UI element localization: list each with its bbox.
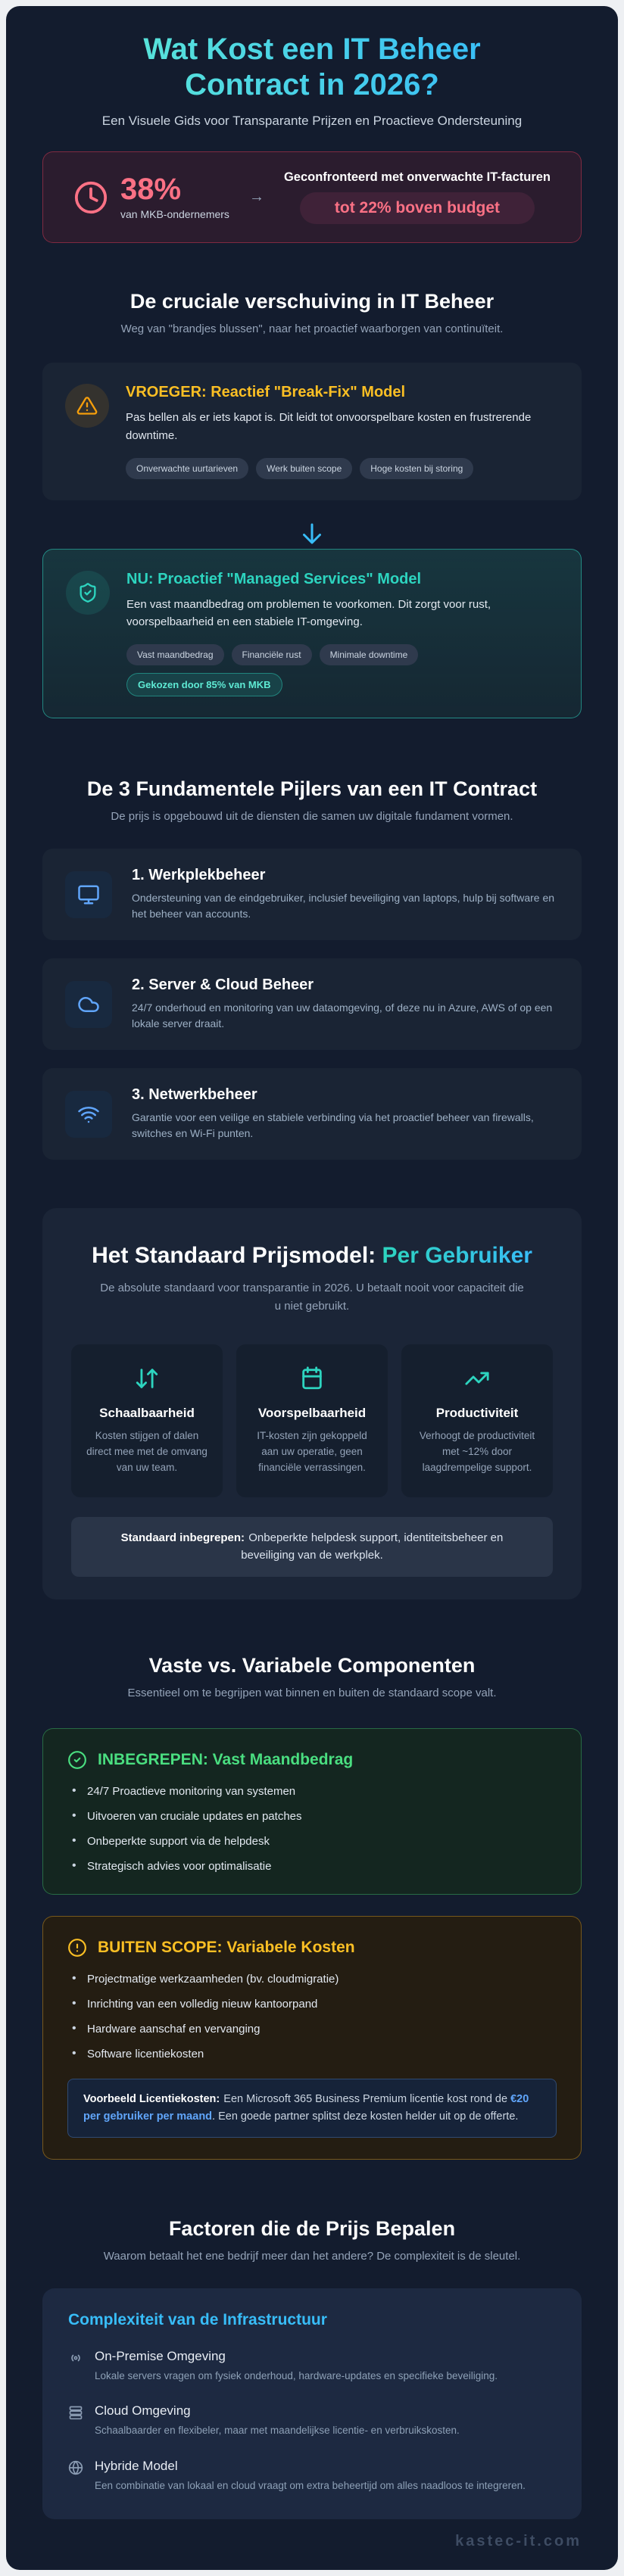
breakfix-description: Pas bellen als er iets kapot is. Dit leidt tot onvoorspelbare kosten en frustrerende downtime. (126, 411, 532, 442)
factor-description: Lokale servers vragen om fysiek onderhoud, hardware-updates en specifieke beveiliging. (95, 2370, 498, 2382)
scope-section-title: Vaste vs. Variabele Componenten (148, 1653, 476, 1677)
factor-item-cloud (68, 2403, 556, 2438)
tag: Hoge kosten bij storing (360, 458, 473, 479)
factor-item-on-premise (68, 2349, 556, 2384)
pricing-model-card (42, 1208, 582, 1599)
globe-icon (68, 2460, 83, 2479)
feature-description: IT-kosten zijn gekoppeld aan uw operatie, geen financiële verrassingen. (257, 1430, 367, 1474)
pricing-subtitle: De absolute standaard voor transparantie in 2026. U betaalt nooit voor capaciteit die u niet gebruikt. (100, 1282, 524, 1313)
managed-services-card (42, 549, 582, 719)
feature-card-productiviteit (401, 1344, 553, 1497)
stat-headline: Geconfronteerd met onverwachte IT-facturen (283, 170, 551, 185)
stat-value: 38% (120, 173, 182, 207)
factors-section-subtitle: Waarom betaalt het ene bedrijf meer dan het andere? De complexiteit is de sleutel. (103, 2250, 521, 2263)
factors-section-title: Factoren die de Prijs Bepalen (168, 2217, 456, 2241)
feature-title: Productiviteit (435, 1406, 519, 1421)
alert-circle-icon (67, 1938, 87, 1958)
pillar-title: 2. Server & Cloud Beheer (132, 977, 314, 994)
breakfix-title: VROEGER: Reactief "Break-Fix" Model (126, 384, 406, 401)
stat-banner (42, 151, 582, 243)
watermark: kastec-it.com (455, 2532, 582, 2550)
stat-left (73, 174, 229, 220)
list-item: • Inrichting van een volledig nieuw kantoorpand (67, 1998, 557, 2011)
factor-item-hybride (68, 2459, 556, 2493)
pillar-card-werkplekbeheer (42, 849, 582, 940)
page-title (42, 32, 582, 103)
license-example-note (67, 2079, 557, 2138)
out-of-scope-title: BUITEN SCOPE: Variabele Kosten (98, 1938, 355, 1956)
arrow-down-up-icon (85, 1366, 209, 1395)
wifi-icon (65, 1091, 112, 1138)
pillars-section-title: De 3 Fundamentele Pijlers van een IT Contract (86, 777, 538, 801)
highlight-tag: Gekozen door 85% van MKB (126, 673, 282, 696)
list-item: • Strategisch advies voor optimalisatie (67, 1860, 557, 1873)
shift-section-title: De cruciale verschuiving in IT Beheer (129, 290, 495, 313)
page-title-line2: Contract in 2026? (185, 68, 439, 102)
factor-description: Een combinatie van lokaal en cloud vraagt om extra beheertijd om alles naadloos te integreren. (95, 2479, 526, 2491)
pillar-title: 3. Netwerkbeheer (132, 1086, 257, 1104)
license-note-label: Voorbeeld Licentiekosten: (83, 2092, 220, 2105)
broadcast-icon (68, 2350, 83, 2369)
arrow-down-icon (42, 520, 582, 547)
pillar-title: 1. Werkplekbeheer (132, 867, 266, 884)
list-item: • Hardware aanschaf en vervanging (67, 2023, 557, 2036)
included-scope-list (67, 1785, 557, 1873)
pricing-title-accent: Per Gebruiker (382, 1243, 532, 1269)
stat-value-label: van MKB-ondernemers (120, 208, 229, 221)
out-of-scope-card (42, 1916, 582, 2160)
stat-right (284, 170, 551, 224)
list-item: • 24/7 Proactieve monitoring van systemen (67, 1785, 557, 1798)
tag: Onverwachte uurtarieven (126, 458, 248, 479)
calendar-icon (250, 1366, 374, 1395)
managed-services-tags (126, 644, 558, 696)
feature-card-schaalbaarheid (71, 1344, 223, 1497)
shield-check-icon (66, 571, 110, 615)
included-scope-title: INBEGREPEN: Vast Maandbedrag (98, 1750, 354, 1768)
shift-section-subtitle: Weg van "brandjes blussen", naar het proactief waarborgen van continuïteit. (120, 322, 504, 336)
circle-check-icon (67, 1750, 87, 1770)
cloud-icon (65, 981, 112, 1028)
list-item: • Uitvoeren van cruciale updates en patches (67, 1810, 557, 1823)
included-scope-card (42, 1728, 582, 1895)
pillar-description: Ondersteuning van de eindgebruiker, inclusief beveiliging van laptops, hulp bij software en het beheer van accounts. (132, 892, 555, 920)
pricing-title (71, 1243, 553, 1269)
included-note-text: Onbeperkte helpdesk support, identiteitsbeheer en beveiliging van de werkplek. (241, 1531, 504, 1562)
clock-icon (73, 180, 108, 215)
included-scope-header (67, 1750, 557, 1770)
list-item: • Software licentiekosten (67, 2048, 557, 2060)
page-subtitle: Een Visuele Gids voor Transparante Prijzen en Proactieve Ondersteuning (101, 114, 523, 129)
tag: Financiële rust (232, 644, 312, 665)
feature-description: Kosten stijgen of dalen direct mee met de omvang van uw team. (86, 1430, 207, 1474)
complexity-card (42, 2288, 582, 2519)
feature-description: Verhoogt de productiviteit met ~12% door laagdrempelige support. (419, 1430, 535, 1474)
server-icon (68, 2405, 83, 2424)
tag: Werk buiten scope (256, 458, 352, 479)
feature-title: Schaalbaarheid (99, 1406, 195, 1421)
list-item: • Projectmatige werkzaamheden (bv. cloudmigratie) (67, 1973, 557, 1986)
breakfix-tags (126, 458, 559, 479)
tag: Minimale downtime (320, 644, 419, 665)
factor-title: Cloud Omgeving (95, 2403, 191, 2419)
monitor-icon (65, 871, 112, 918)
pricing-title-plain: Het Standaard Prijsmodel: (92, 1243, 382, 1269)
factor-description: Schaalbaarder en flexibeler, maar met maandelijkse licentie- en verbruikskosten. (95, 2425, 460, 2437)
pillars-section-subtitle: De prijs is opgebouwd uit de diensten die samen uw digitale fundament vormen. (111, 810, 513, 824)
complexity-card-title: Complexiteit van de Infrastructuur (68, 2311, 327, 2329)
factor-title: On-Premise Omgeving (95, 2349, 226, 2364)
license-note-text2: . Een goede partner splitst deze kosten helder uit op de offerte. (212, 2110, 519, 2123)
feature-title: Voorspelbaarheid (257, 1406, 367, 1421)
list-item: • Onbeperkte support via de helpdesk (67, 1835, 557, 1848)
pillar-description: Garantie voor een veilige en stabiele verbinding via het proactief beheer van firewalls, switches en Wi-Fi punten. (132, 1111, 534, 1140)
pillar-description: 24/7 onderhoud en monitoring van uw dataomgeving, of deze nu in Azure, AWS of op een lokale server draait. (132, 1001, 553, 1030)
infographic-page (6, 6, 618, 2570)
managed-services-description: Een vast maandbedrag om problemen te voorkomen. Dit zorgt voor rust, voorspelbaarheid en een stabiele IT-omgeving. (126, 597, 491, 629)
scope-section-subtitle: Essentieel om te begrijpen wat binnen en buiten de standaard scope valt. (127, 1686, 497, 1699)
license-note-text1: Een Microsoft 365 Business Premium licentie kost rond de (223, 2092, 511, 2105)
out-of-scope-list (67, 1973, 557, 2060)
page-title-line1: Wat Kost een IT Beheer (143, 33, 481, 66)
pillar-card-server-cloud (42, 958, 582, 1050)
arrow-right-icon: → (248, 188, 264, 206)
included-note-label: Standaard inbegrepen: (120, 1531, 245, 1545)
pillar-card-netwerkbeheer (42, 1068, 582, 1160)
breakfix-model-card (42, 363, 582, 500)
license-note-highlight: €20 per gebruiker per maand (83, 2092, 529, 2123)
stat-badge: tot 22% boven budget (300, 192, 535, 224)
alert-triangle-icon (65, 384, 109, 428)
out-of-scope-header (67, 1938, 557, 1958)
managed-services-title: NU: Proactief "Managed Services" Model (126, 570, 422, 587)
feature-card-voorspelbaarheid (236, 1344, 388, 1497)
trending-up-icon (415, 1366, 539, 1395)
tag: Vast maandbedrag (126, 644, 224, 665)
included-note (71, 1517, 553, 1577)
pricing-feature-grid (71, 1344, 553, 1497)
factor-title: Hybride Model (95, 2458, 178, 2473)
